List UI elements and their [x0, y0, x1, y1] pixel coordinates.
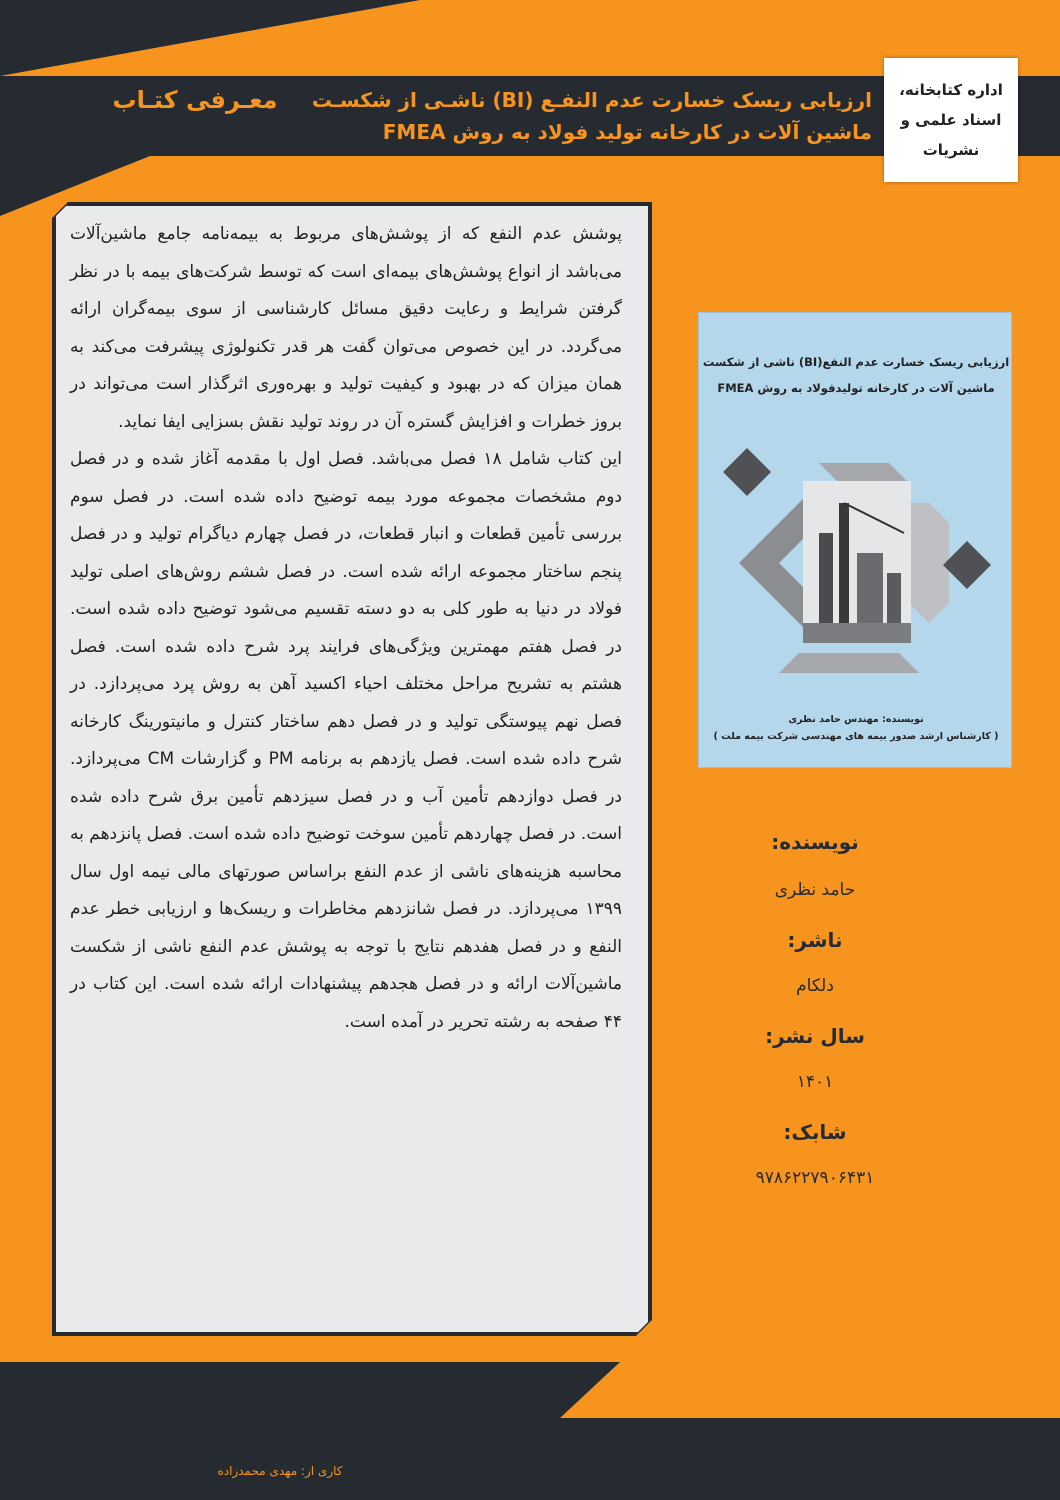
footer-wedge: [560, 1362, 620, 1418]
cover-author-line-2: ( کارشناس ارشد صدور بیمه های مهندسی شرکت بیمه ملت ): [713, 731, 999, 742]
cover-photo-tower-2: [839, 503, 849, 628]
cover-photo-tower: [819, 533, 833, 628]
cover-shape-top: [819, 463, 909, 483]
cover-title-line-1: ارزیابی ریسک خسارت عدم النفع(BI) ناشی از شکست: [702, 355, 1010, 369]
header-wedge-top: [0, 0, 420, 76]
title-line-1: ارزیابی ریسک خسارت عدم النفـع (BI) ناشـی از شکسـت: [311, 88, 872, 112]
year-value: ۱۴۰۱: [796, 1072, 834, 1092]
year-label: سال نشر:: [765, 1024, 865, 1048]
title-line-2: ماشین آلات در کارخانه تولید فولاد به روش FMEA: [382, 120, 872, 144]
cover-photo-building-2: [887, 573, 901, 628]
page-title: [300, 76, 880, 156]
footer-block: [0, 1362, 560, 1418]
description-paragraph-2: این کتاب شامل ۱۸ فصل می‌باشد. فصل اول با مقدمه آغاز شده و در فصل دوم مشخصات مجموعه مورد بیمه توضیح داده شده است. در فصل سوم بررسی تأمین قطعات و انبار قطعات، در فصل چهارم دیاگرام تولید و در فصل پنجم ساختار مجموعه ارائه شده است. در فصل ششم روش‌های اصلی تولید فولاد در دنیا به طور کلی به دو دسته تقسیم می‌شود توضیح داده شده است. در فصل هفتم مهمترین ویژگی‌های فرایند پرد شرح داده شده است. فصل هشتم به تشریح مراحل مختلف احیاء اکسید آهن به روش پرد می‌پردازد. در فصل نهم پیوستگی تولید و در فصل دهم ساختار کنترل و مانیتورینگ کارخانه شرح داده شده است. فصل یازدهم به برنامه PM و گزارشات CM می‌پردازد. در فصل دوازدهم تأمین آب و در فصل سیزدهم تأمین برق شرح داده شده است. در فصل چهاردهم تأمین سوخت توضیح داده شده است. فصل پانزدهم به محاسبه هزینه‌های ناشی از عدم النفع براساس صورتهای مالی نیمه اول سال ۱۳۹۹ می‌پردازد. در فصل شانزدهم مخاطرات و ریسک‌ها و ارزیابی خطر عدم النفع و در فصل هفدهم نتایج با توجه به پوشش عدم النفع ناشی از شکست ماشین‌آلات ارائه و در فصل هجدهم پیشنهادات ارائه شده است. این کتاب در ۴۴ صفحه به رشته تحریر در آمده است.: [70, 449, 622, 1032]
book-description: [70, 216, 622, 1041]
office-line-1: اداره کتابخانه،: [899, 81, 1003, 99]
cover-author-line-1: نویسنده: مهندس حامد نظری: [788, 714, 924, 725]
cover-shape-bottom: [779, 653, 919, 673]
cover-photo-ground: [803, 623, 911, 643]
book-cover: [698, 312, 1012, 768]
cover-author: [699, 711, 1012, 745]
footer-band: [0, 1418, 1060, 1500]
isbn-value: ۹۷۸۶۲۲۷۹۰۶۴۳۱: [755, 1168, 875, 1188]
cover-photo-building: [857, 553, 883, 628]
cover-diamond-left: [723, 448, 771, 496]
cover-diamond-right: [943, 541, 991, 589]
office-line-3: نشریات: [922, 141, 980, 159]
cover-artwork: [699, 423, 1012, 703]
publisher-value: دلکام: [796, 976, 834, 996]
author-value: حامد نظری: [774, 880, 856, 900]
office-badge: [884, 58, 1018, 182]
author-label: نویسنده:: [771, 830, 859, 854]
cover-title-line-2: ماشین آلات در کارخانه تولیدفولاد به روش FMEA: [717, 381, 995, 395]
credit-text: کاری از: مهدی محمدزاده: [217, 1464, 343, 1478]
cover-title: [699, 349, 1012, 401]
office-line-2: اسناد علمی و: [900, 111, 1002, 129]
description-paragraph-1: پوشش عدم النفع که از پوشش‌های مربوط به بیمه‌نامه جامع ماشین‌آلات می‌باشد از انواع پوشش‌های بیمه‌ای است که توسط شرکت‌های بیمه با در نظر گرفتن شرایط و رعایت دقیق مسائل کارشناسی از سوی بیمه‌گران ارائه می‌گردد. در این خصوص می‌توان گفت هر قدر تکنولوژی پیشرفت می‌کند به همان میزان که در بهبود و کیفیت تولید و بهره‌وری اثرگذار است می‌تواند در بروز خطرات و افزایش گستره آن در روند تولید نقش بسزایی ایفا نماید.: [70, 224, 622, 432]
section-label: معـرفی کتـاب: [112, 86, 278, 114]
publisher-label: ناشر:: [787, 928, 843, 952]
isbn-label: شابک:: [783, 1120, 847, 1144]
